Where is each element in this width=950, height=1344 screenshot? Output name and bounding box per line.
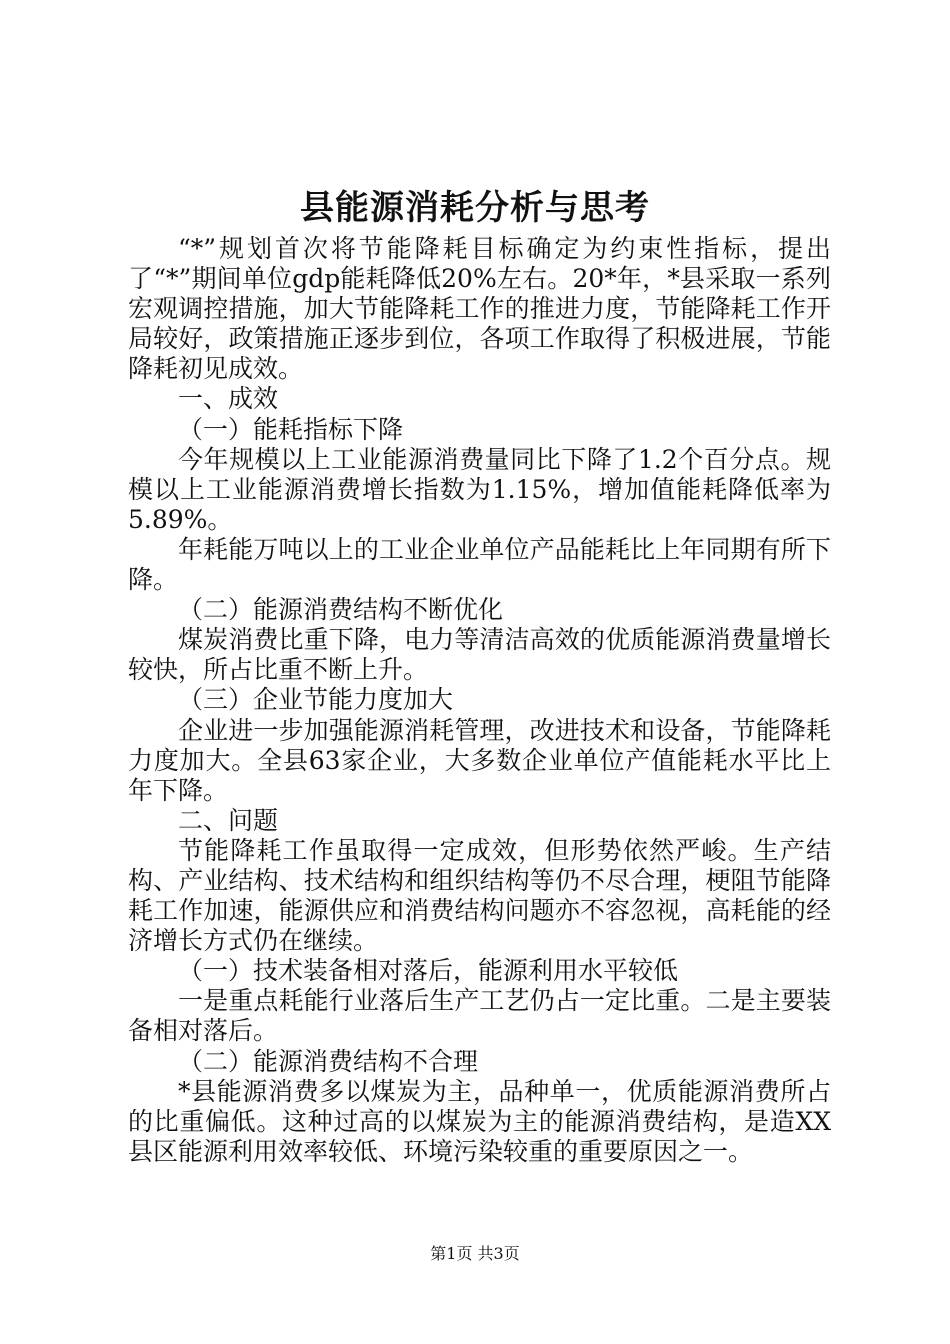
paragraph-structure-optimization: 煤炭消费比重下降，电力等清洁高效的优质能源消费量增长较快，所占比重不断上升。 <box>128 625 831 685</box>
document-body <box>128 234 831 1167</box>
paragraph-energy-index: 今年规模以上工业能源消费量同比下降了1.2个百分点。规模以上工业能源消费增长指数为1.15%，增加值能耗降低率为5.89%。 <box>128 444 831 534</box>
paragraph-unit-consumption: 年耗能万吨以上的工业企业单位产品能耗比上年同期有所下降。 <box>128 534 831 595</box>
section-heading-problems: 二、问题 <box>178 805 279 835</box>
subheading-technology: （一）技术装备相对落后，能源利用水平较低 <box>178 956 679 986</box>
subheading-energy-index: （一）能耗指标下降 <box>178 414 404 444</box>
paragraph-consumption-structure: *县能源消费多以煤炭为主，品种单一，优质能源消费所占的比重偏低。这种过高的以煤炭为主的能源消费结构，是造XX县区能源利用效率较低、环境污染较重的重要原因之一。 <box>128 1076 831 1166</box>
document-title: 县能源消耗分析与思考 <box>300 188 650 228</box>
section-heading-achievements: 一、成效 <box>178 384 279 414</box>
subheading-enterprise-efforts: （三）企业节能力度加大 <box>178 685 454 715</box>
paragraph-problems: 节能降耗工作虽取得一定成效，但形势依然严峻。生产结构、产业结构、技术结构和组织结构等仍不尽合理，梗阻节能降耗工作加速，能源供应和消费结构问题亦不容忽视，高耗能的经济增长方式仍在继续。 <box>128 835 831 956</box>
paragraph-technology: 一是重点耗能行业落后生产工艺仍占一定比重。二是主要装备相对落后。 <box>128 986 831 1046</box>
paragraph-enterprise-efforts: 企业进一步加强能源消耗管理，改进技术和设备，节能降耗力度加大。全县63家企业，大多数企业单位产值能耗水平比上年下降。 <box>128 715 831 805</box>
page-footer: 第1页 共3页 <box>430 1244 520 1263</box>
subheading-structure-optimization: （二）能源消费结构不断优化 <box>178 595 504 625</box>
subheading-consumption-structure: （二）能源消费结构不合理 <box>178 1046 479 1076</box>
paragraph-intro: “*”规划首次将节能降耗目标确定为约束性指标，提出了“*”期间单位gdp能耗降低20%左右。20*年，*县采取一系列宏观调控措施，加大节能降耗工作的推进力度，节能降耗工作开局较好，政策措施正逐步到位，各项工作取得了积极进展，节能降耗初见成效。 <box>128 234 831 384</box>
